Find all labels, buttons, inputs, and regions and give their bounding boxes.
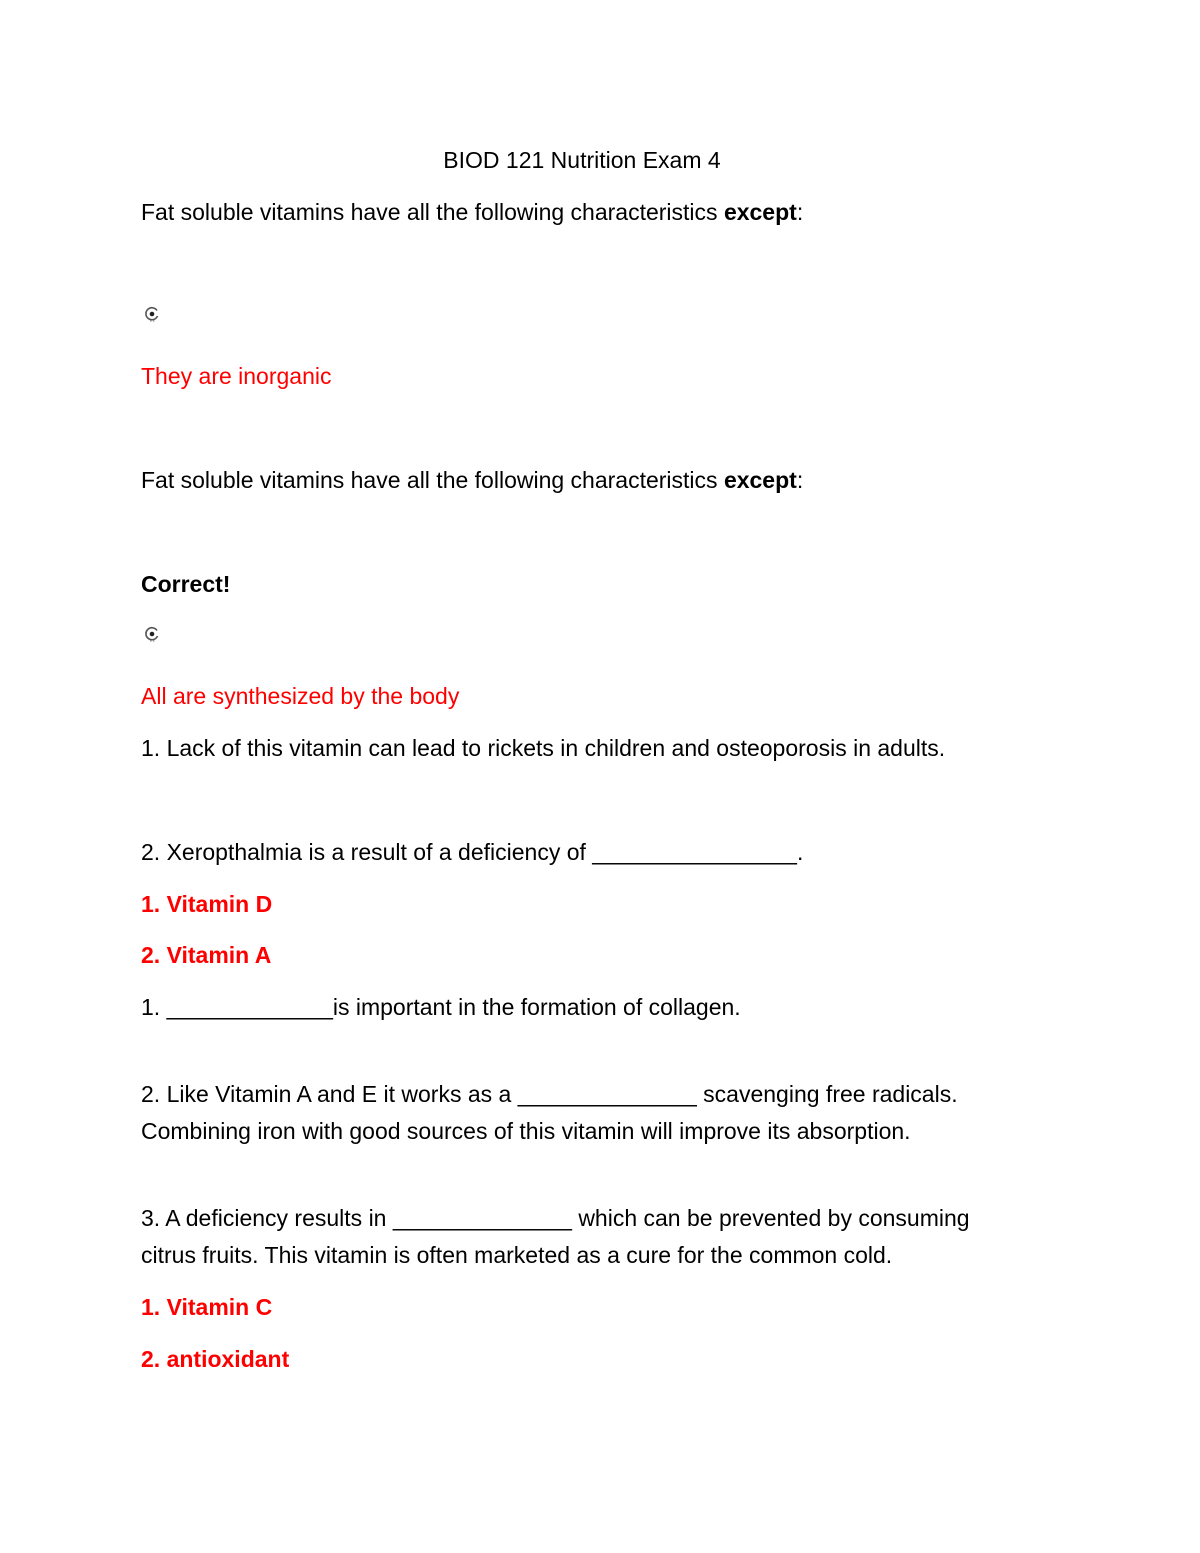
question-2-prompt-colon: : [796, 467, 804, 493]
set-1-item-2: 2. Xeropthalmia is a result of a deficiency of ________________. [141, 839, 804, 865]
question-1-answer: They are inorganic [141, 363, 332, 389]
set-2-item-2-line-1: 2. Like Vitamin A and E it works as a ______________ scavenging free radicals. [141, 1081, 958, 1107]
set-1-answer-2: 2. Vitamin A [141, 942, 272, 968]
set-2-answer-2: 2. antioxidant [141, 1346, 290, 1372]
set-2-item-3-line-1: 3. A deficiency results in ______________ which can be prevented by consuming [141, 1205, 970, 1231]
correct-status: Correct! [141, 571, 231, 597]
set-2-item-1: 1. _____________is important in the formation of collagen. [141, 994, 741, 1020]
set-2-item-3-line-2: citrus fruits. This vitamin is often marketed as a cure for the common cold. [141, 1242, 893, 1268]
question-1-prompt [141, 198, 803, 226]
set-2-item-2-line-2: Combining iron with good sources of this vitamin will improve its absorption. [141, 1118, 911, 1144]
radio-selected-icon [144, 306, 160, 322]
question-2-answer: All are synthesized by the body [141, 683, 460, 709]
set-2-answer-1: 1. Vitamin C [141, 1294, 273, 1320]
question-2-prompt [141, 466, 803, 494]
question-2-prompt-emphasis: except [723, 467, 797, 493]
question-2-prompt-text: Fat soluble vitamins have all the following characteristics [141, 467, 724, 493]
question-1-prompt-colon: : [796, 199, 804, 225]
radio-selected-icon [144, 626, 160, 642]
set-1-item-1: 1. Lack of this vitamin can lead to rickets in children and osteoporosis in adults. [141, 735, 946, 761]
question-1-prompt-text: Fat soluble vitamins have all the following characteristics [141, 199, 724, 225]
page-title: BIOD 121 Nutrition Exam 4 [443, 147, 721, 173]
set-1-answer-1: 1. Vitamin D [141, 891, 273, 917]
question-1-prompt-emphasis: except [723, 199, 797, 225]
